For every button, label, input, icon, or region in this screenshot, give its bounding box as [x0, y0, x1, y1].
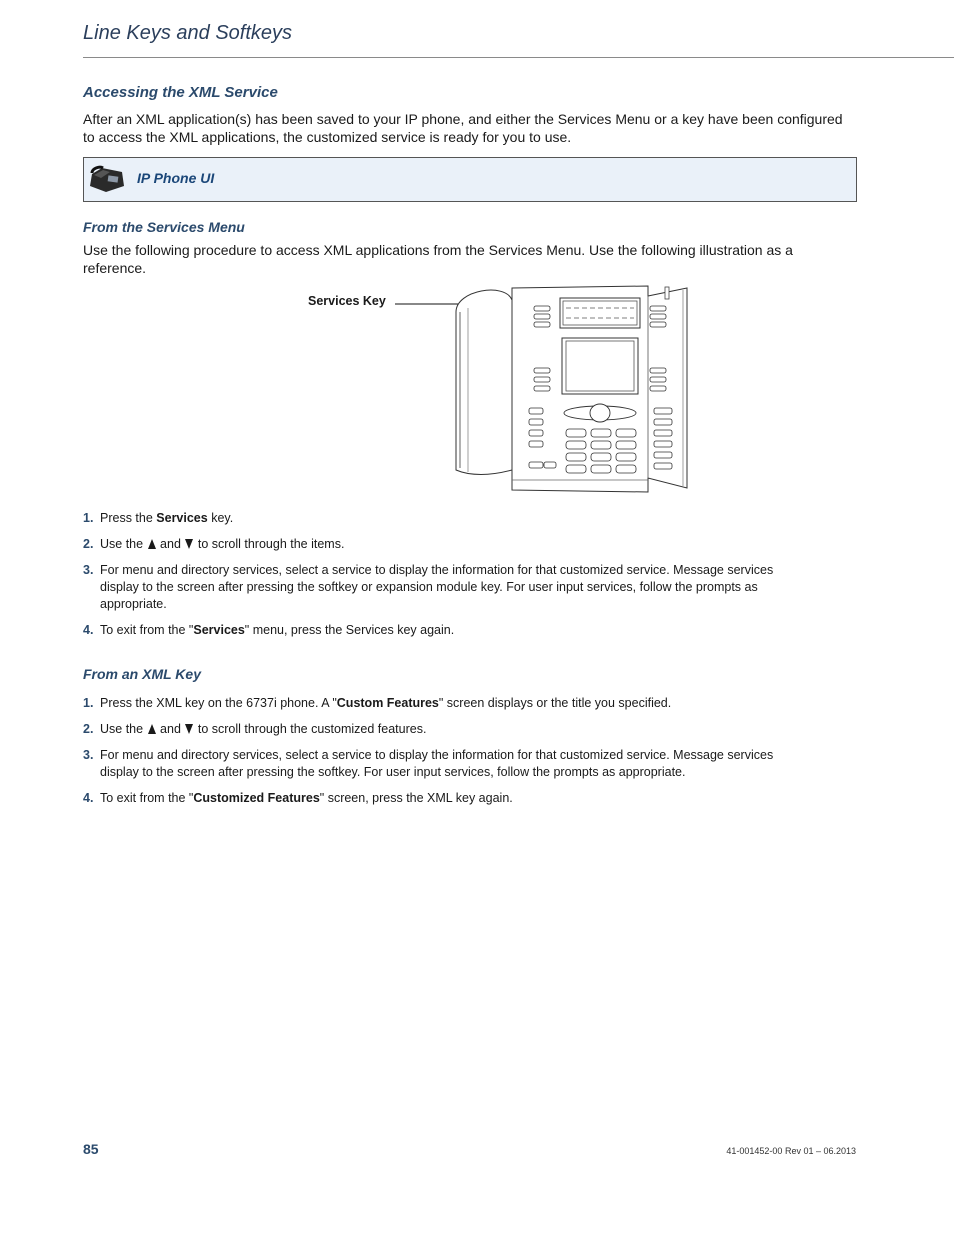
list-item: [83, 536, 783, 553]
list-item: [83, 747, 793, 781]
step-bold-term: Services: [193, 623, 245, 637]
ip-phone-ui-box: [83, 157, 857, 202]
section-intro: After an XML application(s) has been saved to your IP phone, and either the Services Menu or a key have been configured to access the XML applications, the customized service is ready for you to use.: [83, 111, 843, 145]
list-item: [83, 510, 783, 527]
step-number: 2.: [83, 537, 94, 551]
step-text: " screen, press the XML key again.: [319, 791, 513, 805]
step-text: and: [156, 537, 185, 551]
step-text: Use the: [100, 722, 147, 736]
list-item: [83, 622, 783, 639]
step-text: " screen displays or the title you specified.: [438, 696, 672, 710]
header-rule: [83, 57, 954, 58]
services-key-callout: Services Key: [308, 294, 386, 308]
services-menu-title: From the Services Menu: [83, 219, 245, 235]
section-title: Accessing the XML Service: [83, 84, 278, 101]
list-item: [83, 790, 793, 807]
document-id: 41-001452-00 Rev 01 – 06.2013: [726, 1146, 856, 1156]
step-bold-term: Custom Features: [336, 696, 439, 710]
phone-drawing: [300, 282, 700, 494]
step-bold-term: Services: [156, 511, 208, 525]
list-item: [83, 562, 783, 613]
xml-key-title: From an XML Key: [83, 666, 201, 682]
step-text: Press the: [100, 511, 157, 525]
services-menu-steps: [83, 510, 783, 648]
step-text: to scroll through the customized features.: [194, 722, 427, 736]
up-arrow-icon: [148, 724, 156, 734]
desk-phone-icon: [88, 164, 126, 199]
ip-phone-ui-label: IP Phone UI: [137, 170, 215, 186]
step-text: To exit from the ": [100, 623, 194, 637]
step-number: 1.: [83, 511, 94, 525]
services-menu-intro: Use the following procedure to access XML applications from the Services Menu. Use the following illustration as a reference.: [83, 242, 793, 276]
step-text: and: [156, 722, 185, 736]
step-number: 1.: [83, 696, 94, 710]
down-arrow-icon: [185, 539, 193, 549]
list-item: [83, 721, 793, 738]
running-header-title: Line Keys and Softkeys: [83, 22, 293, 44]
step-text: " menu, press the Services key again.: [244, 623, 455, 637]
step-text: For menu and directory services, select a service to display the information for that customized service. Message services display to the screen after pressing the softkey. For user input services, follow the prompts as appropriate.: [100, 748, 774, 779]
step-text: key.: [207, 511, 234, 525]
step-number: 2.: [83, 722, 94, 736]
phone-illustration: [300, 282, 700, 494]
step-number: 4.: [83, 791, 94, 805]
xml-key-steps: [83, 695, 793, 816]
step-text: Press the XML key on the 6737i phone. A ": [100, 696, 337, 710]
list-item: [83, 695, 793, 712]
down-arrow-icon: [185, 724, 193, 734]
step-number: 4.: [83, 623, 94, 637]
step-number: 3.: [83, 748, 94, 762]
page-number: 85: [83, 1141, 99, 1157]
step-text: to scroll through the items.: [194, 537, 345, 551]
step-number: 3.: [83, 563, 94, 577]
step-bold-term: Customized Features: [193, 791, 320, 805]
step-text: For menu and directory services, select a service to display the information for that customized service. Message services display to the screen after pressing the softkey or expansion module key. For user input services, follow the prompts as appropriate.: [100, 563, 774, 611]
up-arrow-icon: [148, 539, 156, 549]
step-text: To exit from the ": [100, 791, 194, 805]
step-text: Use the: [100, 537, 147, 551]
